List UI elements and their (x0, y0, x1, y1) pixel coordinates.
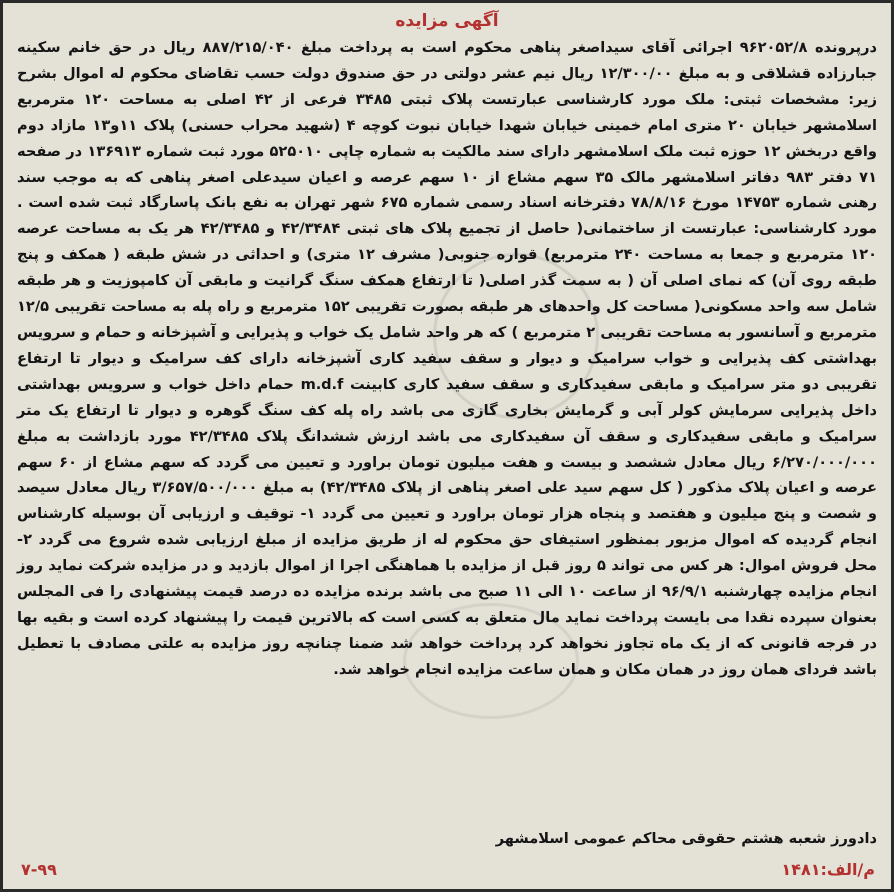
notice-content (17, 9, 877, 883)
notice-title: آگهی مزایده (395, 11, 499, 31)
notice-body: درپرونده ۹۶۲۰۵۲/۸ اجرائی آقای سیداصغر پناهی محکوم است به پرداخت مبلغ ۸۸۷/۲۱۵/۰۴۰ ریال در حق خانم سکینه جبارزاده قشلاقی و به مبلغ ۱۲/۳۰۰/۰۰ ریال نیم عشر دولتی در حق صندوق دولت حسب تقاضای محکوم له اموال بشرح زیر: مشخصات ثبتی: ملک مورد کارشناسی عبارتست پلاک ثبتی ۳۴۸۵ فرعی از ۴۲ اصلی به مساحت ۱۲۰ مترمربع اسلامشهر خیابان ۲۰ متری امام خمینی خیابان شهدا خیابان نبوت کوچه ۴ (شهید محراب حسنی) پلاک ۱۱و۱۳ مازاد دوم واقع دربخش ۱۲ حوزه ثبت ملک اسلامشهر دارای سند مالکیت به شماره چاپی ۵۲۵۰۱۰ مورد ثبت شماره ۱۳۶۹۱۳ در صفحه ۷۱ دفتر ۹۸۳ دفاتر اسلامشهر مالک ۳۵ سهم مشاع از ۱۰ سهم عرصه و اعیان سیدعلی اصغر پناهی که به موجب سند رهنی شماره ۱۴۷۵۳ مورخ ۷۸/۸/۱۶ دفترخانه اسناد رسمی شماره ۶۷۵ شهر تهران به نفع بانک پاسارگاد ثبت شده است . مورد کارشناسی: عبارتست از ساختمانی( حاصل از تجمیع پلاک های ثبتی ۴۲/۳۴۸۴ و ۴۲/۳۴۸۵ هر یک به مساحت عرصه ۱۲۰ مترمربع و جمعا به مساحت ۲۴۰ مترمربع) قواره جنوبی( مشرف ۱۲ متری) و احداثی در شش طبقه ( همکف و پنج طبقه روی آن) که نمای اصلی آن ( به سمت گذر اصلی( تا ارتفاع همکف سنگ گرانیت و مابقی آن کامپوزیت و هر طبقه شامل سه واحد مسکونی( مساحت کل واحدهای هر طبقه بصورت تقریبی ۱۵۲ مترمربع و راه پله به مساحت تقریبی ۱۲/۵ مترمربع و آسانسور به مساحت تقریبی ۲ مترمربع ) که هر واحد شامل یک خواب و پذیرایی و آشپزخانه و حمام و سرویس بهداشتی کف پذیرایی و خواب سرامیک و دیوار و سقف سفید کاری آشپزخانه دارای کف سرامیک و دیوار تا ارتفاع تقریبی دو متر سرامیک و مابقی سفیدکاری و سقف سفید کاری کابینت m.d.f حمام داخل خواب و سرویس بهداشتی داخل پذیرایی سرمایش کولر آبی و گرمایش بخاری گازی می باشد راه پله کف سنگ گوهره و دیوار تا ارتفاع یک متر سرامیک و مابقی سفیدکاری و سقف آن سفیدکاری می باشد ارزش ششدانگ پلاک ۴۲/۳۴۸۵ مورد بازداشت به مبلغ ۶/۲۷۰/۰۰۰/۰۰۰ ریال معادل ششصد و بیست و هفت میلیون تومان براورد و تعیین می گردد که سهم مشاع از ۶۰ سهم عرصه و اعیان پلاک مذکور ( کل سهم سید علی اصغر پناهی از پلاک ۴۲/۳۴۸۵) به مبلغ ۳/۶۵۷/۵۰۰/۰۰۰ ریال معادل سیصد و شصت و پنج میلیون و هفتصد و پنجاه هزار تومان براورد و تعیین می گردد ۱- توقیف و ارزیابی آن بوسیله کارشناس انجام گردیده که اموال مزبور بمنظور استیفای حق محکوم له از طریق مزایده از مبلغ ارزیابی شده شروع می گردد ۲- محل فروش اموال: هر کس می تواند ۵ روز قبل از مزایده با هماهنگی اجرا از اموال بازدید و در مزایده شرکت نماید روز انجام مزایده چهارشنبه ۹۶/۹/۱ از ساعت ۱۰ الی ۱۱ صبح می باشد برنده مزایده ده درصد قیمت پیشنهادی را فی المجلس بعنوان سپرده نقدا می بایست پرداخت نماید مال متعلق به کسی است که بالاترین قیمت را پیشنهاد کرده است و بقیه بها در فرجه قانونی که از یک ماه تجاوز نخواهد کرد پرداخت خواهد شد ضمنا چنانچه روز مزایده به علتی مصادف با تعطیل باشد فردای همان روز در همان مکان و همان ساعت مزایده انجام خواهد شد. (17, 39, 878, 678)
notice-number: ۷-۹۹ (21, 860, 57, 879)
notice-footer (17, 853, 877, 879)
reference-code: م/الف:۱۴۸۱ (781, 860, 875, 879)
signature-line: دادورز شعبه هشتم حقوقی محاکم عمومی اسلامشهر (495, 830, 877, 847)
